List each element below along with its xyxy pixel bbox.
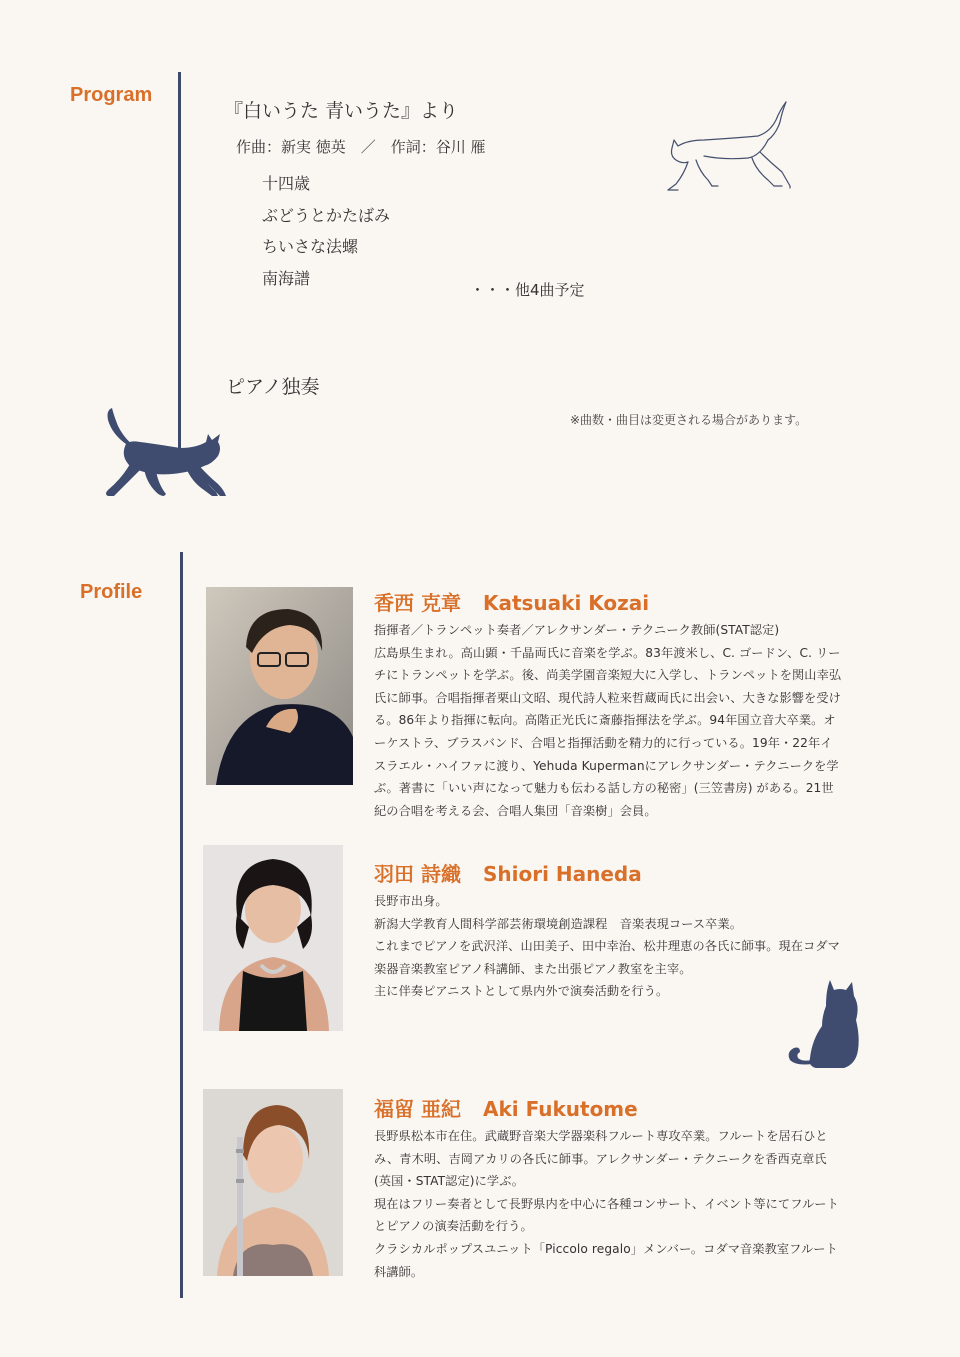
song-item: ちいさな法螺 [262,237,359,256]
bio-paragraph: 新潟大学教育人間科学部芸術環境創造課程 音楽表現コース卒業。 [374,916,743,931]
bio-paragraph: 指揮者／トランペット奏者／アレクサンダー・テクニーク教師(STAT認定) [374,623,780,637]
profile-label: Profile [80,581,143,603]
bio-paragraph: 広島県生まれ。高山顕・千晶両氏に音楽を学ぶ。83年渡米し、C. ゴードン、C. リーチにトランペットを学ぶ。後、尚美学園音楽短大に入学し、トランペットを関山幸弘氏に師事。合唱指揮者栗山文昭、現代詩人粒来哲蔵両氏に出会い、大きな影響を受ける。86年より指揮に転向。高階正光氏に斎藤指揮法を学ぶ。94年国立音大卒業。オーケストラ、ブラスバンド、合唱と指揮活動を精力的に行っている。19年・22年イスラエル・ハイファに渡り、Yehuda Kupermanにアレクサンダー・テクニークを学ぶ。著書に「いい声になって魅力も伝わる話し方の秘密」(三笠書房) がある。21世紀の合唱を考える会、合唱人集団「音楽樹」会員。 [374,645,842,818]
song-list [262,168,390,294]
name-english: Aki Fukutome [482,1097,638,1121]
portrait-photo-fukutome [203,1089,343,1276]
cat-sitting-icon [786,976,862,1072]
program-credit: 作曲：新実 徳英 ／ 作詞：谷川 雁 [236,138,486,156]
person-name-kozai [374,587,649,616]
name-english: Shiori Haneda [482,862,642,886]
more-songs-note: ・・・他4曲予定 [470,281,585,299]
bio-haneda [374,890,842,1003]
bio-paragraph: 現在はフリー奏者として長野県内を中心に各種コンサート、イベント等にてフルートとピアノの演奏活動を行う。 [374,1196,839,1234]
name-english: Katsuaki Kozai [482,591,650,615]
bio-paragraph: クラシカルポップスユニット「Piccolo regalo」メンバー。コダマ音楽教室フルート科講師。 [374,1241,838,1279]
bio-paragraph: 長野県松本市在住。武蔵野音楽大学器楽科フルート専攻卒業。フルートを居石ひとみ、青木明、吉岡アカリの各氏に師事。アレクサンダー・テクニークを香西克章氏(英国・STAT認定)に学ぶ。 [374,1129,828,1189]
name-japanese: 福留 亜紀 [374,1097,461,1121]
song-item: 南海譜 [262,268,311,288]
song-item: 十四歳 [262,174,311,193]
change-notice: ※曲数・曲目は変更される場合があります。 [570,413,808,427]
person-name-haneda [374,858,642,887]
program-title: 『白いうた 青いうた』より [224,100,459,122]
bio-kozai [374,619,842,822]
bio-paragraph: 主に伴奏ピアニストとして県内外で演奏活動を行う。 [374,984,669,999]
cat-outline-walking-icon [664,96,794,196]
bio-fukutome [374,1125,842,1283]
person-name-fukutome [374,1093,638,1122]
cat-walking-icon [100,404,228,500]
song-item: ぶどうとかたばみ [262,205,391,225]
name-japanese: 羽田 詩織 [374,862,461,886]
portrait-photo-haneda [203,845,343,1031]
bio-paragraph: これまでピアノを武沢洋、山田美子、田中幸治、松井理恵の各氏に師事。現在コダマ楽器音楽教室ピアノ科講師、また出張ピアノ教室を主宰。 [374,939,840,976]
portrait-photo-kozai [206,587,353,785]
piano-solo-title: ピアノ独奏 [226,376,320,398]
name-japanese: 香西 克章 [374,591,461,615]
bio-paragraph: 長野市出身。 [374,894,448,908]
profile-divider-line [180,552,183,1298]
program-label: Program [70,84,153,106]
